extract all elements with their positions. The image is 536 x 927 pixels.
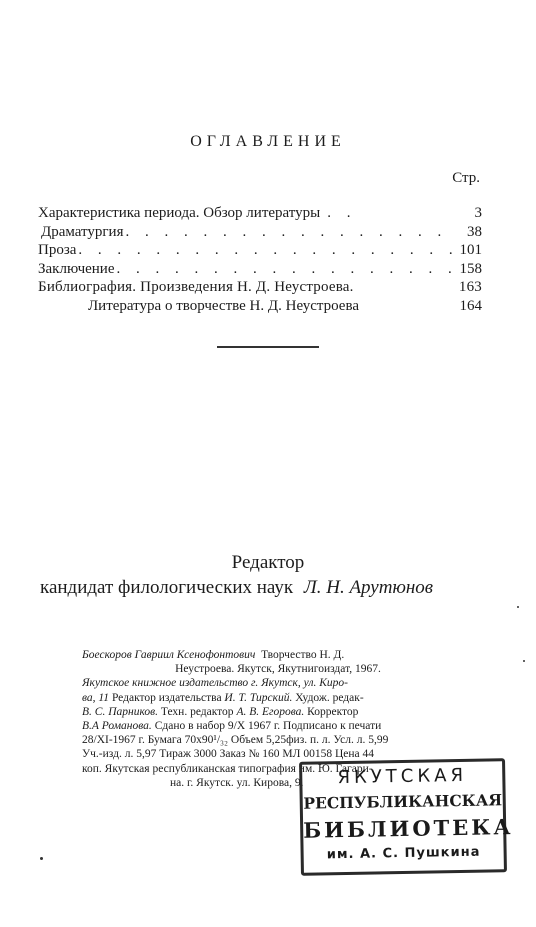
stamp-line: БИБЛИОТЕКА [302,814,514,843]
imprint-line [82,648,474,662]
toc-title: ОГЛАВЛЕНИЕ [190,133,346,150]
editor-name: Л. Н. Арутюнов [303,577,434,598]
imprint-text: А. В. Егорова. [236,705,305,718]
imprint-line: на. г. Якутск. ул. Кирова, 9. [170,776,304,789]
stamp-line: им. А. С. Пушкина [326,844,481,863]
imprint-text: ва, 11 [82,691,110,704]
imprint-line [82,691,474,705]
imprint-text: Корректор [307,705,359,718]
toc-entry-page: 38 [467,223,482,240]
toc-entry [38,261,482,280]
imprint-text: В.А Романова. [82,720,152,733]
imprint-publisher: Якутское книжное издательство г. Якутск, ул. Киро- [82,677,348,690]
toc-leader-dots [126,224,457,241]
imprint-text: Сдано в набор 9/X 1967 г. Подписано к печати [154,720,382,733]
imprint-line [82,719,474,733]
print-speck [517,606,519,608]
editor-degree: кандидат филологических наук [40,577,294,598]
toc-entry-title: Заключение [38,260,115,277]
print-speck [523,660,525,662]
divider-rule [217,346,319,348]
toc-entry-title: Литература о творчестве Н. Д. Неустроева [88,297,360,314]
toc-entry [38,205,482,224]
toc-leader-dots [117,261,457,278]
imprint-line [82,705,474,719]
print-speck [40,857,43,860]
imprint-line: Неустроева. Якутск, Якутнигоиздат, 1967. [175,663,381,676]
imprint-line: Уч.-изд. л. 5,97 Тираж 3000 Заказ № 160 МЛ 00158 Цена 44 [82,748,374,761]
toc-leader-dots [78,242,456,259]
imprint-text: Техн. редактор [160,705,234,718]
library-stamp [299,758,514,876]
toc-entry [38,298,482,317]
imprint-text: Редактор издательства [111,691,222,704]
toc-entry [38,279,482,298]
toc-entry-page: 3 [474,205,482,221]
imprint-text: Худож. редак- [295,691,364,704]
editor-role: Редактор [231,552,305,573]
stamp-line: ЯКУТСКАЯ [337,764,468,789]
page-column-label: Стр. [452,170,480,186]
toc-entry-title: Драматургия [41,223,124,240]
imprint-author: Боескоров Гавриил Ксенофонтович [82,649,256,661]
editor-credit [40,577,433,599]
toc-leader-dots [327,205,367,222]
toc-entry-page: 101 [459,242,482,259]
table-of-contents [38,205,482,317]
toc-entry-page: 164 [459,297,482,314]
toc-entry-page: 158 [459,260,482,277]
toc-entry [38,224,482,243]
toc-entry [38,242,482,261]
toc-entry-page: 163 [458,279,482,296]
imprint-line [82,676,474,690]
imprint-text: В. С. Парников. [82,705,159,718]
imprint-text: Творчество Н. Д. [261,649,345,661]
imprint-line: 28/XI-1967 г. Бумага 70х90¹/₃₂ Объем 5,25физ. п. л. Усл. л. 5,99 [82,734,389,747]
imprint-line: коп. Якутская республиканская типография им. Ю. Гагари- [82,762,373,775]
imprint-text: И. Т. Тирский. [224,691,293,704]
toc-entry-title: Проза [38,242,77,259]
toc-entry-title: Библиография. Произведения Н. Д. Неустроева. [38,279,354,296]
stamp-line: РЕСПУБЛИКАНСКАЯ [303,790,503,813]
toc-entry-title: Характеристика периода. Обзор литературы [38,205,321,221]
